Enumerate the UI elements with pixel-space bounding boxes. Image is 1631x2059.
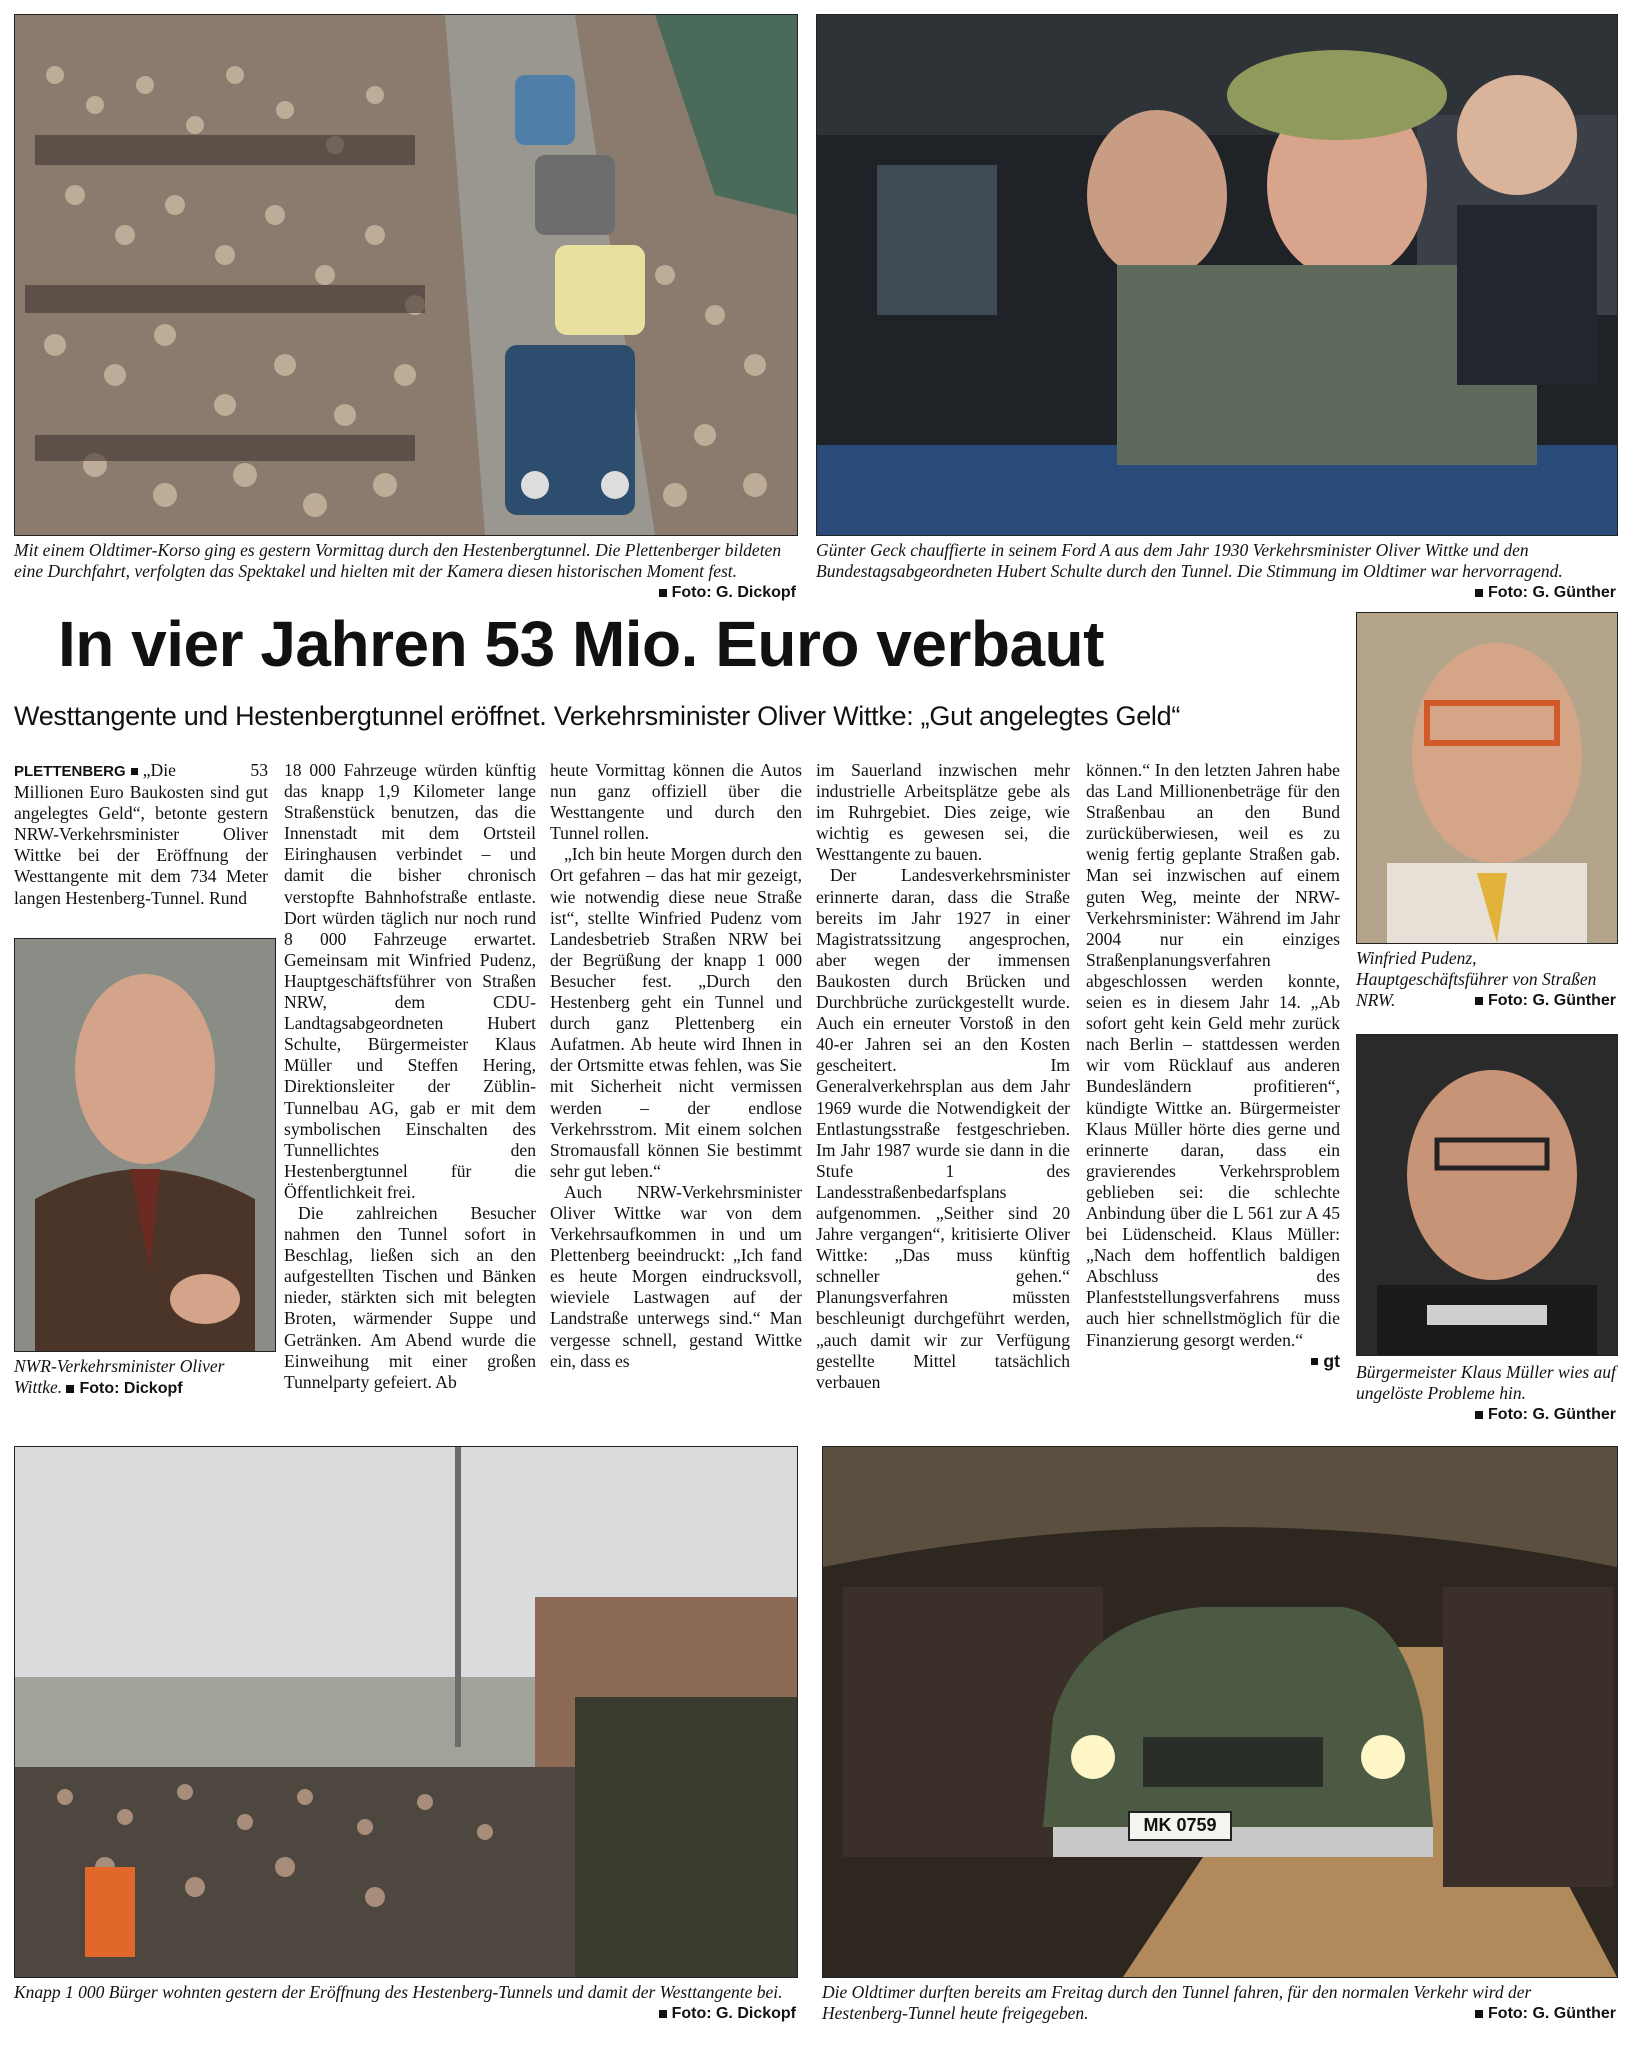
square-bullet-icon xyxy=(1475,2010,1483,2018)
pudenz-portrait-image xyxy=(1357,613,1617,943)
square-bullet-icon xyxy=(1475,589,1483,597)
paragraph: im Sauerland inzwischen mehr industrielle Arbeitsplätze gebe als im Ruhrgebiet. Dies zeige, wie wichtig es gewesen sei, die Westtangente zu bauen. xyxy=(816,760,1070,865)
paragraph: Der Landesverkehrsminister erinnerte daran, dass die Straße bereits im Jahr 1927 in einer Magistratssitzung angesprochen, aber wegen der immensen Baukosten durch Brücken und Durchbrüche zurückgestellt wurde. Auch ein erneuter Vorstoß in den 40-er Jahren sei an den Kosten gescheitert. Im Generalverkehrsplan aus dem Jahr 1969 wurde die Notwendigkeit der Entlastungsstraße festgeschrieben. Im Jahr 1987 wurde sie dann in die Stufe 1 des Landesstraßenbedarfsplans aufgenommen. „Seither sind 20 Jahre vergangen“, kritisierte Oliver Wittke: „Das muss künftig schneller gehen.“ Planungsverfahren müssten beschleunigt durchgeführt werden, „auch damit wir zur Verfügung gestellte Mittel tatsächlich verbauen xyxy=(816,865,1070,1392)
mueller-portrait-image xyxy=(1357,1035,1617,1355)
caption-text: Die Oldtimer durften bereits am Freitag durch den Tunnel fahren, für den normalen Verkehr wird der Hestenberg-Tunnel heute freigegeben. xyxy=(822,1982,1532,2023)
caption-bottom-right xyxy=(822,1982,1616,2024)
square-bullet-icon xyxy=(1475,1411,1483,1419)
car-passengers-image xyxy=(817,15,1617,535)
square-bullet-icon xyxy=(1311,1358,1318,1365)
photo-pudenz-portrait xyxy=(1356,612,1618,944)
photo-credit xyxy=(66,1380,182,1397)
paragraph: 18 000 Fahrzeuge würden künftig das knapp 1,9 Kilometer lange Straßenstück benutzen, das die Innenstadt mit dem Ortsteil Eiringhausen verbindet – und damit die bisher chronisch verstopfte Bahnhofstraße entlaste. Dort würden täglich nur noch rund 8 000 Fahrzeuge erwartet. Gemeinsam mit Winfried Pudenz, Hauptgeschäftsführer von Straßen NRW, dem CDU-Landtagsabgeordneten Hubert Schulte, Bürgermeister Klaus Müller und Steffen Hering, Direktionsleiter der Züblin-Tunnelbau AG, gab er mit dem symbolischen Einschalten des Tunnellichtes den Hestenbergtunnel für die Öffentlichkeit frei. xyxy=(284,760,536,1202)
photo-oldtimer-tunnel xyxy=(822,1446,1618,1978)
crowd-street-image xyxy=(15,15,797,535)
paragraph: „Ich bin heute Morgen durch den Ort gefahren – das hat mir gezeigt, wie notwendig diese neue Straße ist“, stellte Winfried Pudenz vom Landesbetrieb Straßen NRW bei der Begrüßung der knapp 1 000 Besucher fest. „Durch den Hestenberg geht ein Tunnel und durch ganz Plettenberg ein Aufatmen. Ab heute wird Ihnen in der Ortsmitte etwas fehlen, was Sie mit Sicherheit nicht vermissen werden – der endlose Verkehrsstrom. Mit einem solchen Stromausfall können Sie bestimmt sehr gut leben.“ xyxy=(550,844,802,1181)
paragraph: heute Vormittag können die Autos nun ganz offiziell über die Westtangente und durch den Tunnel rollen. xyxy=(550,760,802,844)
credit-text: Foto: G. Dickopf xyxy=(671,584,796,601)
article-column-4 xyxy=(816,760,1070,1393)
caption-top-left xyxy=(14,540,796,603)
credit-text: Foto: G. Günther xyxy=(1488,1406,1616,1423)
tunnel-car-image xyxy=(823,1447,1617,1977)
article-column-5 xyxy=(1086,760,1340,1372)
caption-text: Mit einem Oldtimer-Korso ging es gestern Vormittag durch den Hestenbergtunnel. Die Plettenberger bildeten eine Durchfahrt, verfolgten das Spektakel und hielten mit der Kamera diesen historischen Moment fest. xyxy=(14,540,782,581)
credit-text: Foto: G. Günther xyxy=(1488,584,1616,601)
square-bullet-icon xyxy=(66,1385,74,1393)
caption-text: NWR-Verkehrsminister Oliver Wittke. xyxy=(14,1356,225,1397)
article-column-1 xyxy=(14,760,268,909)
dateline-text: PLETTENBERG xyxy=(14,763,126,780)
caption-top-right xyxy=(816,540,1616,603)
caption-text: Winfried Pudenz, Hauptgeschäftsführer von Straßen NRW. xyxy=(1356,948,1597,1010)
photo-wittke-portrait xyxy=(14,938,276,1352)
caption-wittke xyxy=(14,1356,274,1399)
credit-text: Foto: G. Günther xyxy=(1488,992,1616,1009)
square-bullet-icon xyxy=(659,589,667,597)
dateline xyxy=(14,763,143,780)
photo-crowd-opening xyxy=(14,1446,798,1978)
paragraph: Auch NRW-Verkehrsminister Oliver Wittke war von dem Verkehrsaufkommen in und um Plettenberg beeindruckt: „Ich fand es heute Morgen eindrucksvoll, wieviele Lastwagen auf der Landstraße unterwegs sind.“ Man vergesse schnell, gestand Wittke ein, dass es xyxy=(550,1181,802,1371)
article-column-2 xyxy=(284,760,536,1393)
signature-text: gt xyxy=(1323,1350,1340,1371)
square-bullet-icon xyxy=(659,2010,667,2018)
author-signature xyxy=(1086,1351,1340,1372)
photo-ford-a-interior xyxy=(816,14,1618,536)
caption-mueller xyxy=(1356,1362,1616,1425)
photo-credit xyxy=(659,582,796,603)
credit-text: Foto: Dickopf xyxy=(79,1380,183,1397)
paragraph: „Die 53 Millionen Euro Baukosten sind gut angelegtes Geld“, betonte gestern NRW-Verkehrsminister Oliver Wittke bei der Eröffnung der Westtangente mit dem 734 Meter langen Hestenberg-Tunnel. Rund xyxy=(14,760,268,908)
caption-text: Günter Geck chauffierte in seinem Ford A aus dem Jahr 1930 Verkehrsminister Oliver Wittke und den Bundestagsabgeordneten Hubert Schulte durch den Tunnel. Die Stimmung im Oldtimer war hervorragend. xyxy=(816,540,1563,581)
square-bullet-icon xyxy=(131,768,138,775)
photo-credit xyxy=(1475,990,1616,1011)
crowd-opening-image xyxy=(15,1447,797,1977)
photo-credit xyxy=(1475,2003,1616,2024)
article-column-3 xyxy=(550,760,802,1372)
article-subheadline: Westtangente und Hestenbergtunnel eröffnet. Verkehrsminister Oliver Wittke: „Gut angelegtes Geld“ xyxy=(14,701,1181,731)
photo-credit xyxy=(1475,1404,1616,1425)
paragraph: können.“ In den letzten Jahren habe das Land Millionenbeträge für den Straßenbau an den Bund zurücküberwiesen, weil es zu wenig fertig geplante Straßen gab. Man sei inzwischen auf einem guten Weg, meinte der NRW-Verkehrsminister: Während im Jahr 2004 nur ein einziges Straßenplanungsverfahren abgeschlossen werden konnte, seien es in diesem Jahr 14. „Ab sofort geht kein Geld mehr zurück nach Berlin – stattdessen werden wir vom Rücklauf aus anderen Bundesländern profitieren“, kündigte Wittke an. Bürgermeister Klaus Müller hörte dies gerne und erinnerte daran, dass ein gravierendes Verkehrsproblem geblieben sei: die schlechte Anbindung über die L 561 zur A 45 bei Lüdenscheid. Klaus Müller: „Nach dem hoffentlich baldigen Abschluss des Planfeststellungsverfahrens muss auch hier schnellstmöglich für die Finanzierung gesorgt werden.“ xyxy=(1086,760,1340,1350)
article-headline: In vier Jahren 53 Mio. Euro verbaut xyxy=(58,608,1104,680)
photo-credit xyxy=(659,2003,796,2024)
paragraph: Die zahlreichen Besucher nahmen den Tunnel sofort in Beschlag, ließen sich an den aufgestellten Tischen und Bänken nieder, stärkten sich mit belegten Broten, wärmender Suppe und Getränken. Am Abend wurde die Einweihung mit einer großen Tunnelparty gefeiert. Ab xyxy=(284,1202,536,1392)
caption-text: Knapp 1 000 Bürger wohnten gestern der Eröffnung des Hestenberg-Tunnels und damit der Westtangente bei. xyxy=(14,1982,783,2002)
photo-credit xyxy=(1475,582,1616,603)
caption-pudenz xyxy=(1356,948,1616,1011)
square-bullet-icon xyxy=(1475,997,1483,1005)
credit-text: Foto: G. Dickopf xyxy=(671,2005,796,2022)
caption-bottom-left xyxy=(14,1982,796,2024)
photo-oldtimer-korso xyxy=(14,14,798,536)
photo-mueller-portrait xyxy=(1356,1034,1618,1356)
caption-text: Bürgermeister Klaus Müller wies auf ungelöste Probleme hin. xyxy=(1356,1362,1616,1403)
wittke-portrait-image xyxy=(15,939,275,1351)
license-plate: MK 0759 xyxy=(1128,1811,1232,1841)
credit-text: Foto: G. Günther xyxy=(1488,2005,1616,2022)
